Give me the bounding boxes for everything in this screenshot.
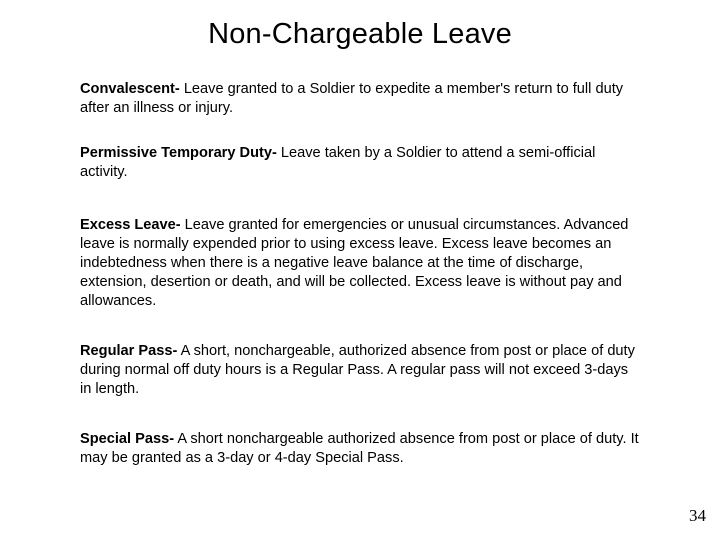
definition-excess-leave [80, 216, 640, 311]
definition-term: Special Pass- [80, 431, 175, 447]
definition-text: Leave granted to a Soldier to expedite a member's return to full duty after an illness or injury. [80, 81, 624, 116]
definition-text: A short, nonchargeable, authorized absence from post or place of duty during normal off duty hours is a Regular Pass. A regular pass will not exceed 3-days in length. [80, 343, 635, 397]
definition-term: Permissive Temporary Duty- [80, 145, 277, 161]
slide-title: Non-Chargeable Leave [208, 18, 512, 50]
definition-permissive-temporary-duty [80, 144, 640, 182]
definition-term: Excess Leave- [80, 217, 181, 233]
page-number: 34 [689, 506, 706, 525]
definition-term: Convalescent- [80, 81, 180, 97]
definition-text: Leave taken by a Soldier to attend a semi-official activity. [80, 145, 596, 180]
definition-special-pass [80, 430, 640, 468]
definition-text: A short nonchargeable authorized absence from post or place of duty. It may be granted as a 3-day or 4-day Special Pass. [80, 431, 639, 466]
definition-convalescent [80, 80, 640, 118]
definition-text: Leave granted for emergencies or unusual circumstances. Advanced leave is normally expended prior to using excess leave. Excess leave becomes an indebtedness when there is a negative leave balance at the time of discharge, extension, desertion or death, and will be collected. Excess leave is without pay and allowances. [80, 217, 629, 309]
definition-term: Regular Pass- [80, 343, 178, 359]
definition-regular-pass [80, 342, 640, 399]
